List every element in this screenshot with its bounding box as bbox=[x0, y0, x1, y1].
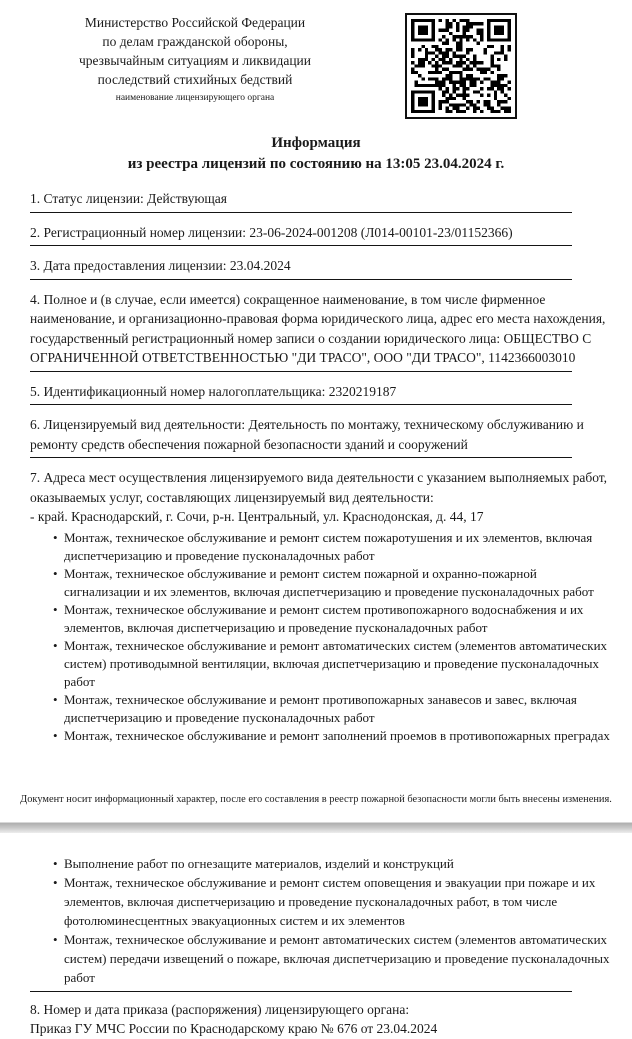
document-title bbox=[30, 133, 602, 175]
document-title-line1: Информация bbox=[271, 135, 361, 151]
ministry-name-line: по делам гражданской обороны, bbox=[102, 34, 288, 49]
licensing-authority-caption: наименование лицензирующего органа bbox=[115, 93, 275, 103]
order-number-value: Приказ ГУ МЧС России по Краснодарскому краю № 676 от 23.04.2024 bbox=[30, 1021, 438, 1036]
work-type-item: • Монтаж, техническое обслуживание и ремонт систем противопожарного водоснабжения и их элементов, включая диспетчеризацию и проведение пусконаладочных работ bbox=[53, 601, 615, 637]
field-licensed-activity bbox=[30, 415, 584, 458]
ministry-name-line: чрезвычайным ситуациям и ликвидации bbox=[78, 53, 312, 68]
qr-canvas bbox=[411, 19, 511, 113]
field-legal-entity-name bbox=[30, 290, 606, 372]
work-type-item: • Монтаж, техническое обслуживание и ремонт систем оповещения и эвакуации при пожаре и их элементов, включая диспетчеризацию и проведение пусконаладочных работ, в том числе фотолюминесцентных эвакуационных систем и их элементов bbox=[53, 873, 615, 930]
work-type-item: • Монтаж, техническое обслуживание и ремонт систем пожарной и охранно-пожарной сигнализации и их элементов, включая диспетчеризацию и проведение пусконаладочных работ bbox=[53, 565, 615, 601]
activity-address-line: - край. Краснодарский, г. Сочи, р-н. Центральный, ул. Краснодонская, д. 44, 17 bbox=[30, 509, 484, 524]
work-types-list bbox=[53, 529, 615, 745]
licensing-authority-block bbox=[30, 13, 618, 104]
work-types-list-continued bbox=[53, 854, 615, 987]
activity-addresses-intro: 7. Адреса мест осуществления лицензируемого вида деятельности с указанием выполняемых работ, оказываемых услуг, составляющих лицензируемый вид деятельности: bbox=[30, 470, 608, 505]
order-number-label: 8. Номер и дата приказа (распоряжения) лицензирующего органа: bbox=[30, 1002, 410, 1017]
work-type-item: • Монтаж, техническое обслуживание и ремонт автоматических систем (элементов автоматических систем) противодымной вентиляции, включая диспетчеризацию и проведение пусконаладочных работ bbox=[53, 637, 615, 691]
document-page-2 bbox=[0, 833, 632, 1039]
field-registration-number-text: 2. Регистрационный номер лицензии: 23-06-2024-001208 (Л014-00101-23/01152366) bbox=[30, 224, 513, 240]
work-type-item: • Монтаж, техническое обслуживание и ремонт заполнений проемов в противопожарных преградах bbox=[53, 727, 615, 745]
field-grant-date-text: 3. Дата предоставления лицензии: 23.04.2024 bbox=[30, 258, 291, 273]
field-grant-date bbox=[30, 256, 572, 280]
field-taxpayer-id bbox=[30, 382, 572, 406]
order-number-value-underlined bbox=[30, 1019, 572, 1039]
document-title-line2: из реестра лицензий по состоянию на 13:05 23.04.2024 г. bbox=[127, 156, 505, 172]
work-type-item: • Монтаж, техническое обслуживание и ремонт противопожарных занавесов и завес, включая диспетчеризацию и проведение пусконаладочных работ bbox=[53, 691, 615, 727]
work-type-item: • Монтаж, техническое обслуживание и ремонт автоматических систем (элементов автоматических систем) передачи извещений о пожаре, включая диспетчеризацию и проведение пусконаладочных работ bbox=[53, 930, 615, 987]
field-legal-entity-name-text: 4. Полное и (в случае, если имеется) сокращенное наименование, в том числе фирменное наименование, и организационно-правовая форма юридического лица, адрес его места нахождения, государственный регистрационный номер записи о создании юридического лица: ОБЩЕСТВО С ОГРАНИЧЕННОЙ ОТВЕТСТВЕННОСТЬЮ "ДИ ТРАСО", ООО "ДИ ТРАСО", 1142366003010 bbox=[30, 291, 606, 365]
page-separator bbox=[0, 822, 632, 833]
field-order-number bbox=[30, 1000, 618, 1039]
field-underline bbox=[30, 991, 572, 992]
work-type-item: • Монтаж, техническое обслуживание и ремонт систем пожаротушения и их элементов, включая диспетчеризацию и проведение пусконаладочных работ bbox=[53, 529, 615, 565]
field-registration-number bbox=[30, 223, 572, 247]
field-licensed-activity-text: 6. Лицензируемый вид деятельности: Деятельность по монтажу, техническому обслуживанию и ремонту средств обеспечения пожарной безопасности зданий и сооружений bbox=[30, 417, 584, 452]
ministry-name-line: Министерство Российской Федерации bbox=[84, 15, 306, 30]
informational-disclaimer: Документ носит информационный характер, после его составления в реестр пожарной безопасности могли быть внесены изменения. bbox=[20, 794, 612, 805]
field-activity-addresses bbox=[30, 468, 618, 745]
ministry-name-line: последствий стихийных бедствий bbox=[97, 72, 293, 87]
qr-code bbox=[405, 13, 517, 119]
field-license-status-text: 1. Статус лицензии: Действующая bbox=[30, 191, 228, 206]
field-taxpayer-id-text: 5. Идентификационный номер налогоплательщика: 2320219187 bbox=[30, 383, 397, 399]
field-license-status bbox=[30, 189, 572, 213]
work-type-item: • Выполнение работ по огнезащите материалов, изделий и конструкций bbox=[53, 854, 615, 873]
